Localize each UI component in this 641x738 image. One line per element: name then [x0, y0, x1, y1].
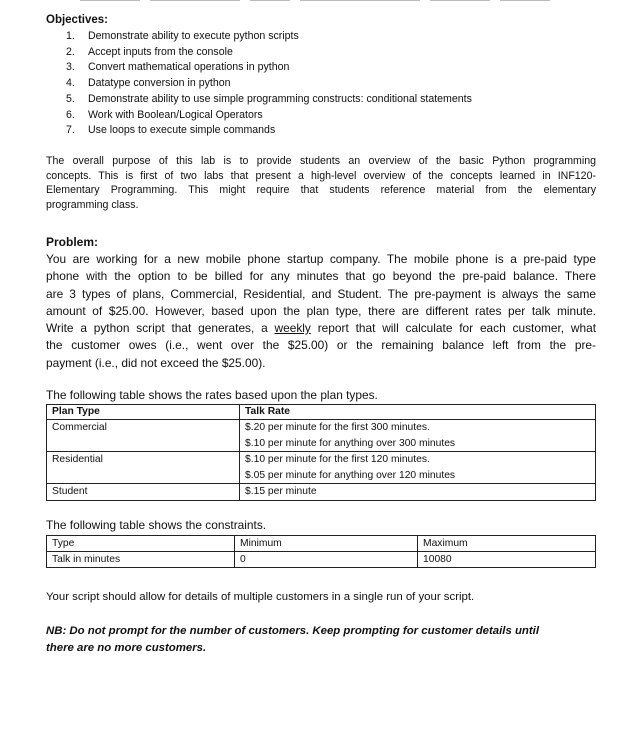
cropped-previous-line [80, 0, 560, 3]
problem-line-weekly: Write a python script that generates, a weekly report that will calculate for each customer, what [46, 321, 596, 336]
table-row [47, 484, 596, 501]
list-item: 1. Demonstrate ability to execute python scripts [66, 30, 299, 42]
closing-sentence: Your script should allow for details of multiple customers in a single run of your script. [46, 591, 475, 603]
column-header: Type [47, 536, 235, 552]
list-item: 7. Use loops to execute simple commands [66, 124, 276, 137]
table-header-row [47, 405, 596, 420]
table-row [47, 452, 596, 484]
rate-cell: $.15 per minute [240, 484, 596, 501]
list-item: 4. Datatype conversion in python [66, 77, 231, 90]
constraints-table-caption: The following table shows the constraints. [46, 518, 267, 532]
table-row [47, 552, 596, 568]
plan-cell: Student [47, 484, 240, 501]
column-header: Maximum [418, 536, 596, 552]
overview-paragraph: The overall purpose of this lab is to provide students an overview of the basic Python programming concepts. This is first of two labs that present a high-level overview of the concepts learned in INF120- Elementary Programming. This might require that students reference material from the elementary programming class. [46, 155, 596, 211]
rate-cell: $.10 per minute for the first 120 minutes. $.05 per minute for anything over 120 minutes [240, 452, 596, 484]
problem-paragraph: You are working for a new mobile phone startup company. The mobile phone is a pre-paid type phone with the option to be billed for any minutes that go beyond the pre-paid balance. There are 3 types of plans, Commercial, Residential, and Student. The pre-payment is always the same amount of $25.00. However, based upon the plan type, there are different rates per talk minute. Write a python script that generates, a weekly report that will calculate for each customer, what the customer owes (i.e., went over the $25.00) or the remaining balance left from the pre- payment (i.e., did not exceed the $25.00). [46, 252, 596, 370]
table-row [47, 420, 596, 452]
maximum-cell: 10080 [418, 552, 596, 568]
rate-cell: $.20 per minute for the first 300 minutes. $.10 per minute for anything over 300 minutes [240, 420, 596, 452]
problem-heading: Problem: [46, 235, 99, 249]
column-header: Plan Type [47, 405, 240, 420]
list-item: 5. Demonstrate ability to use simple programming constructs: conditional statements [66, 92, 472, 105]
list-item: 6. Work with Boolean/Logical Operators [66, 108, 263, 121]
column-header: Talk Rate [240, 405, 596, 420]
minimum-cell: 0 [235, 552, 418, 568]
rates-table [46, 404, 596, 501]
list-item: 3. Convert mathematical operations in python [66, 61, 290, 74]
rates-table-caption: The following table shows the rates based upon the plan types. [46, 388, 378, 402]
plan-cell: Commercial [47, 420, 240, 452]
weekly-underlined: weekly [274, 321, 311, 336]
list-item: 2. Accept inputs from the console [66, 45, 233, 58]
nb-note: NB: Do not prompt for the number of customers. Keep prompting for customer details until there are no more customers. [46, 625, 539, 654]
constraints-table [46, 535, 596, 568]
type-cell: Talk in minutes [47, 552, 235, 568]
column-header: Minimum [235, 536, 418, 552]
table-header-row [47, 536, 596, 552]
plan-cell: Residential [47, 452, 240, 484]
objectives-list [66, 29, 472, 139]
objectives-heading: Objectives: [46, 14, 108, 26]
